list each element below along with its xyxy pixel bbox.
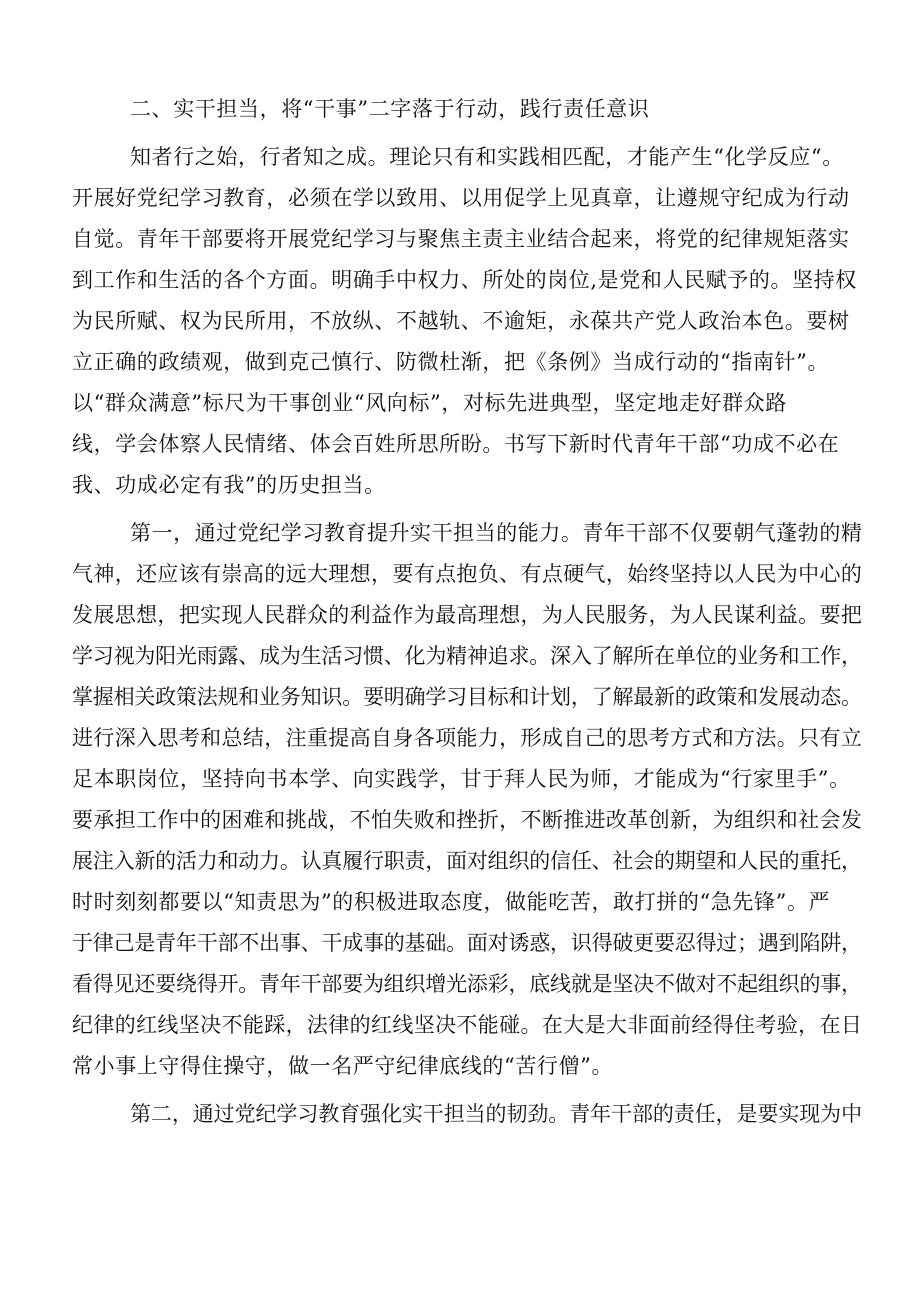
paragraph-line: 常小事上守得住操守，做一名严守纪律底线的“苦行僧”。: [72, 1054, 614, 1078]
paragraph-line: 发展思想，把实现人民群众的利益作为最高理想，为人民服务，为人民谋利益。要把: [72, 603, 863, 627]
paragraph-line: 看得见还要绕得开。青年干部要为组织增光添彩，底线就是坚决不做对不起组织的事，: [72, 972, 862, 996]
paragraph-line: 线，学会体察人民情绪、体会百姓所思所盼。书写下新时代青年干部“功成不必在: [72, 432, 840, 456]
paragraph-line: 到工作和生活的各个方面。明确手中权力、所处的岗位,是党和人民赋予的。坚持权: [72, 268, 857, 292]
paragraph-line: 知者行之始，行者知之成。理论只有和实践相匹配，才能产生“化学反应“。: [130, 145, 844, 169]
paragraph-line: 气神，还应该有崇高的远大理想，要有点抱负、有点硬气，始终坚持以人民为中心的: [72, 562, 863, 586]
paragraph-line: 立正确的政绩观，做到克己慎行、防微杜渐，把《条例》当成行动的“指南针”。: [72, 350, 830, 374]
paragraph-line: 展注入新的活力和动力。认真履行职责，面对组织的信任、社会的期望和人民的重托，: [72, 849, 862, 873]
paragraph-line: 我、功成必定有我”的历史担当。: [72, 473, 386, 497]
paragraph-line: 足本职岗位，坚持向书本学、向实践学，甘于拜人民为师，才能成为“行家里手”。: [72, 767, 851, 791]
paragraph-line: 以“群众满意”标尺为干事创业“风向标”，对标先进典型，坚定地走好群众路: [72, 391, 787, 415]
paragraph-line: 第一，通过党纪学习教育提升实干担当的能力。青年干部不仅要朝气蓬勃的精: [130, 521, 863, 545]
paragraph-line: 纪律的红线坚决不能踩，法律的红线坚决不能碰。在大是大非面前经得住考验，在日: [72, 1013, 863, 1037]
paragraph-line: 于律己是青年干部不出事、干成事的基础。面对诱惑，识得破更要忍得过；遇到陷阱，: [72, 931, 862, 955]
paragraph-line: 时时刻刻都要以“知责思为”的积极进取态度，做能吃苦，敢打拼的“急先锋”。严: [72, 890, 831, 914]
paragraph-line: 第二，通过党纪学习教育强化实干担当的韧劲。青年干部的责任，是要实现为中: [130, 1102, 862, 1126]
section-heading: 二、实干担当，将“干事”二字落于行动，践行责任意识: [130, 97, 650, 121]
paragraph-line: 要承担工作中的困难和挑战，不怕失败和挫折，不断推进改革创新，为组织和社会发: [72, 808, 863, 832]
paragraph-line: 自觉。青年干部要将开展党纪学习与聚焦主责主业结合起来，将党的纪律规矩落实: [72, 227, 850, 251]
paragraph-line: 掌握相关政策法规和业务知识。要明确学习目标和计划，了解最新的政策和发展动态。: [72, 685, 862, 709]
paragraph-line: 为民所赋、权为民所用，不放纵、不越轨、不逾矩，永葆共产党人政治本色。要树: [72, 309, 850, 333]
paragraph-line: 学习视为阳光雨露、成为生活习惯、化为精神追求。深入了解所在单位的业务和工作，: [72, 644, 862, 668]
paragraph-line: 开展好党纪学习教育，必须在学以致用、以用促学上见真章，让遵规守纪成为行动: [72, 186, 850, 210]
paragraph-line: 进行深入思考和总结，注重提高自身各项能力，形成自己的思考方式和方法。只有立: [72, 726, 863, 750]
